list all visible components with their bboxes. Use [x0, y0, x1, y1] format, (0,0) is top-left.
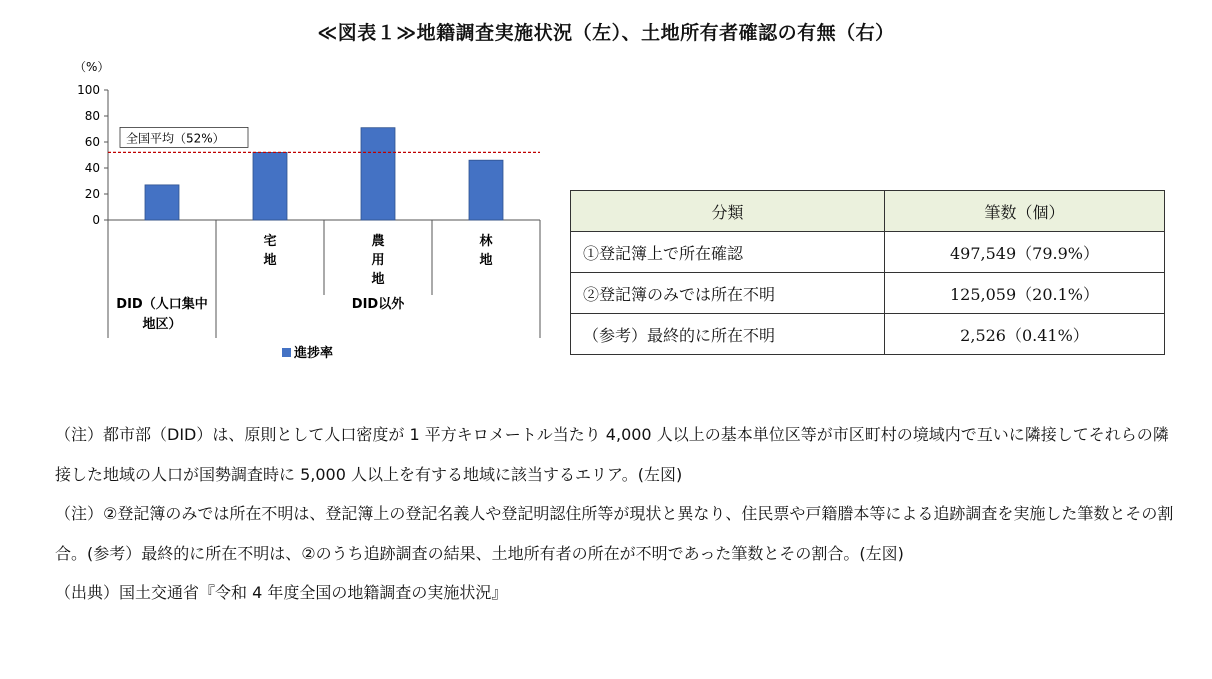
category-label: 用 — [371, 253, 385, 268]
table-cell-category: （参考）最終的に所在不明 — [571, 314, 885, 355]
group-label: DID（人口集中 — [116, 297, 208, 312]
y-tick-label: 40 — [84, 161, 100, 175]
group-label: DID以外 — [351, 297, 405, 312]
y-tick-label: 20 — [84, 187, 100, 201]
table-cell-count: 2,526（0.41%） — [885, 314, 1165, 355]
table-cell-count: 125,059（20.1%） — [885, 273, 1165, 314]
category-label: 農 — [371, 234, 385, 249]
category-label: 地 — [371, 272, 385, 287]
table-header-row — [571, 191, 1165, 232]
y-tick-label: 100 — [77, 83, 100, 97]
average-label: 全国平均（52%） — [126, 131, 225, 146]
y-tick-label: 60 — [84, 135, 100, 149]
y-tick-label: 80 — [84, 109, 100, 123]
bar — [145, 185, 179, 220]
ownership-table — [570, 190, 1165, 355]
legend-swatch — [282, 348, 291, 357]
table-cell-category: ②登記簿のみでは所在不明 — [571, 273, 885, 314]
note-did: （注）都市部（DID）は、原則として人口密度が 1 平方キロメートル当たり 4,000 人以上の基本単位区等が市区町村の境域内で互いに隣接してそれらの隣接した地域の人口が国勢調査時に 5,000 人以上を有する地域に該当するエリア。(左図) — [55, 425, 1169, 484]
category-label: 地 — [263, 253, 277, 268]
note-registry: （注）②登記簿のみでは所在不明は、登記簿上の登記名義人や登記明認住所等が現状と異なり、住民票や戸籍謄本等による追跡調査を実施した筆数とその割合。(参考）最終的に所在不明は、②のうち追跡調査の結果、土地所有者の所在が不明であった筆数とその割合。(左図) — [55, 504, 1174, 563]
y-axis-unit: （%） — [74, 60, 110, 74]
progress-bar-chart — [40, 55, 560, 375]
note-source: （出典）国土交通省『令和 4 年度全国の地籍調査の実施状況』 — [55, 583, 508, 602]
category-label: 地 — [479, 253, 493, 268]
figure-title: ≪図表１≫地籍調査実施状況（左）、土地所有者確認の有無（右） — [317, 22, 895, 44]
table-row — [571, 314, 1165, 355]
table-cell-count: 497,549（79.9%） — [885, 232, 1165, 273]
category-label: 宅 — [263, 234, 277, 249]
footnotes — [55, 415, 1175, 613]
bar — [469, 160, 503, 220]
bar — [361, 128, 395, 220]
group-label: 地区） — [142, 317, 182, 332]
table-header-category: 分類 — [571, 191, 885, 232]
table-row — [571, 273, 1165, 314]
table-cell-category: ①登記簿上で所在確認 — [571, 232, 885, 273]
bar — [253, 152, 287, 220]
category-label: 林 — [479, 234, 493, 249]
y-tick-label: 0 — [92, 213, 100, 227]
table-header-count: 筆数（個） — [885, 191, 1165, 232]
table-row — [571, 232, 1165, 273]
legend-label: 進捗率 — [294, 346, 334, 361]
